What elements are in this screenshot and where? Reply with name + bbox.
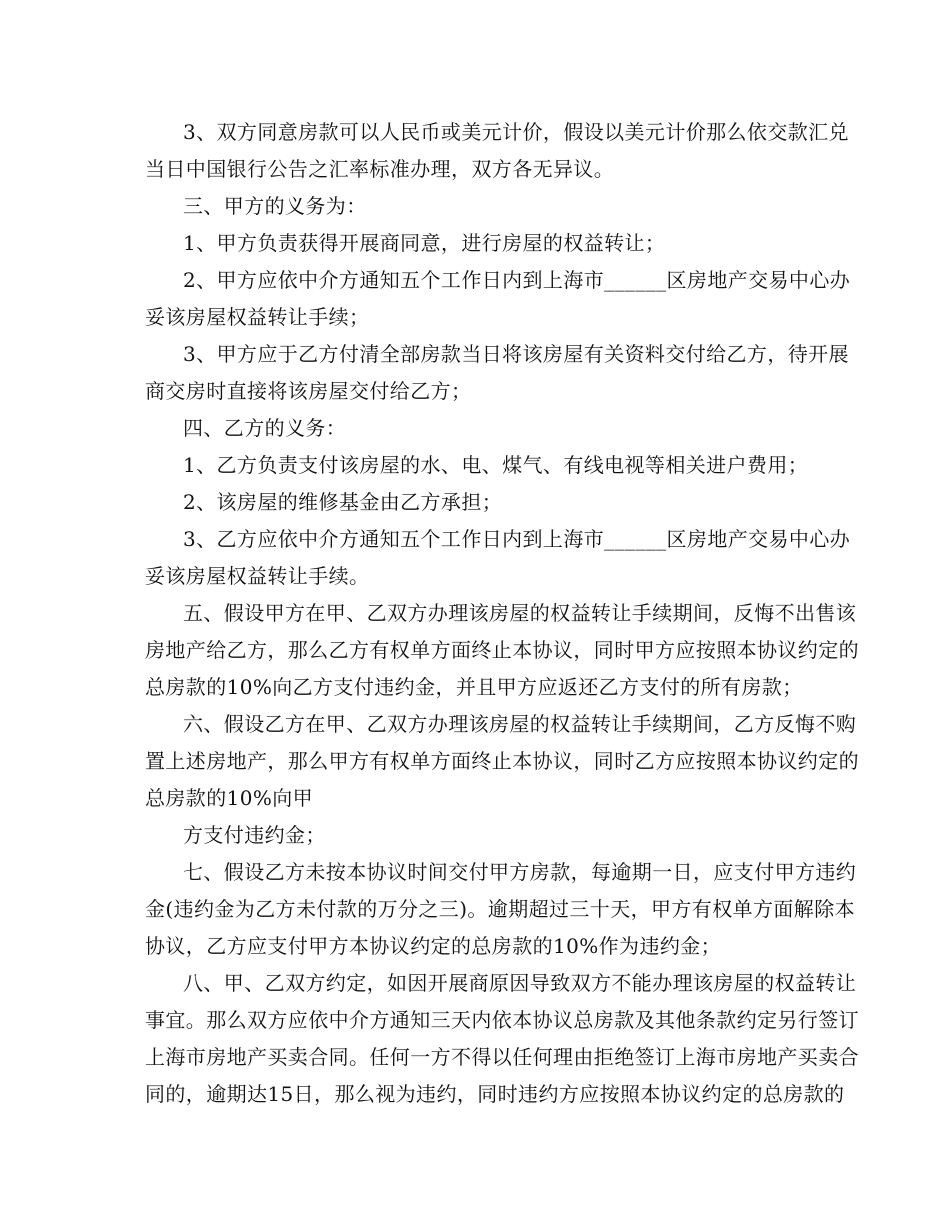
text-line: 妥该房屋权益转让手续。 xyxy=(145,564,370,588)
text-line: 商交房时直接将该房屋交付给乙方； xyxy=(145,379,472,403)
section-heading: 四、乙方的义务： xyxy=(183,416,347,440)
text-line: 2、甲方应依中介方通知五个工作日内到上海市______区房地产交易中心办 xyxy=(183,268,851,292)
text-line: 3、甲方应于乙方付清全部房款当日将该房屋有关资料交付给乙方，待开展 xyxy=(183,342,849,366)
text-line: 金(违约金为乙方未付款的万分之三)。逾期超过三十天，甲方有权单方面解除本 xyxy=(145,897,856,921)
text-line: 置上述房地产，那么甲方有权单方面终止本协议，同时乙方应按照本协议约定的 xyxy=(145,749,859,773)
text-line: 同的，逾期达15日，那么视为违约，同时违约方应按照本协议约定的总房款的 xyxy=(145,1082,845,1106)
text-line: 2、该房屋的维修基金由乙方承担； xyxy=(183,490,503,514)
text-line: 协议，乙方应支付甲方本协议约定的总房款的10%作为违约金； xyxy=(145,934,722,958)
text-line: 五、假设甲方在甲、乙双方办理该房屋的权益转让手续期间，反悔不出售该 xyxy=(183,601,857,625)
text-line: 1、乙方负责支付该房屋的水、电、煤气、有线电视等相关进户费用； xyxy=(183,453,809,477)
text-line: 1、甲方负责获得开展商同意，进行房屋的权益转让； xyxy=(183,231,666,255)
text-line: 3、乙方应依中介方通知五个工作日内到上海市______区房地产交易中心办 xyxy=(183,527,851,551)
section-heading: 三、甲方的义务为： xyxy=(183,194,367,218)
text-line: 总房款的10%向乙方支付违约金，并且甲方应返还乙方支付的所有房款； xyxy=(145,675,803,699)
text-line: 上海市房地产买卖合同。任何一方不得以任何理由拒绝签订上海市房地产买卖合 xyxy=(145,1045,859,1069)
text-line: 总房款的10%向甲 xyxy=(145,786,314,810)
text-line: 方支付违约金； xyxy=(183,823,326,847)
text-line: 七、假设乙方未按本协议时间交付甲方房款，每逾期一日，应支付甲方违约 xyxy=(183,860,857,884)
text-line: 事宜。那么双方应依中介方通知三天内依本协议总房款及其他条款约定另行签订 xyxy=(145,1008,859,1032)
text-line: 房地产给乙方，那么乙方有权单方面终止本协议，同时甲方应按照本协议约定的 xyxy=(145,638,859,662)
text-line: 妥该房屋权益转让手续； xyxy=(145,305,370,329)
text-line: 八、甲、乙双方约定，如因开展商原因导致双方不能办理该房屋的权益转让 xyxy=(183,971,857,995)
text-line: 六、假设乙方在甲、乙双方办理该房屋的权益转让手续期间，乙方反悔不购 xyxy=(183,712,857,736)
text-line: 3、双方同意房款可以人民币或美元计价，假设以美元计价那么依交款汇兑 xyxy=(183,120,849,144)
text-line: 当日中国银行公告之汇率标准办理，双方各无异议。 xyxy=(145,157,615,181)
